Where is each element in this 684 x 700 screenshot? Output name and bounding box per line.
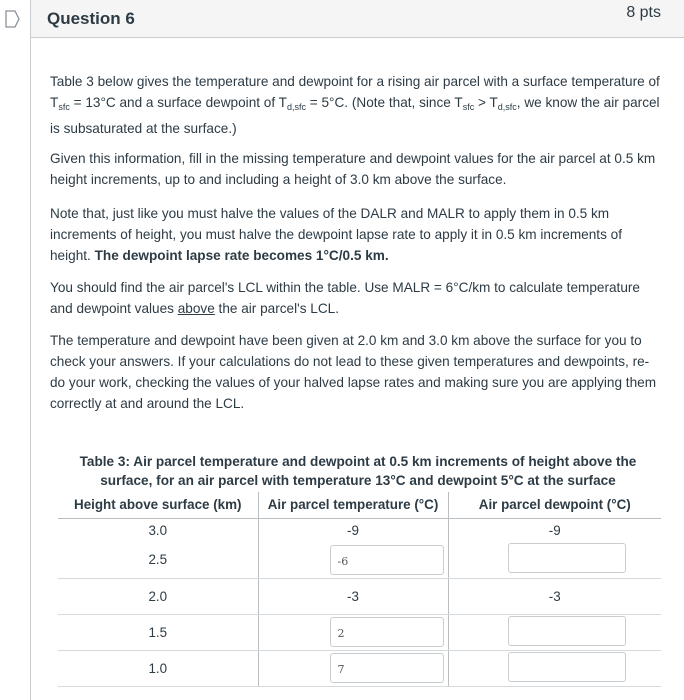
height-cell: 2.0	[58, 578, 258, 614]
dew-input-cell	[448, 650, 661, 686]
table-row	[58, 614, 661, 650]
height-cell: 3.0	[148, 522, 168, 538]
temp-input-2-5[interactable]: -6	[330, 545, 444, 575]
table-caption: Table 3: Air parcel temperature and dewpoint at 0.5 km increments of height above the surface, for an air parcel with temperature 13°C and dewpoint 5°C at the surface	[79, 454, 637, 488]
parcel-table	[58, 492, 661, 687]
table-row	[58, 518, 661, 542]
col-dew-header: Air parcel dewpoint (°C)	[448, 492, 661, 518]
height-cell: 1.5	[58, 614, 258, 650]
table-row	[58, 650, 661, 686]
question-header	[31, 0, 684, 38]
table-row	[58, 578, 661, 614]
intro-paragraph: Table 3 below gives the temperature and dewpoint for a rising air parcel with a surface temperature of $T_{sfc} = 13^\circ C$ and a surface dewpoint of $T_{d,sfc} = 5^\circ C$. (Note that, since $T_{sfc} > T_{d,sfc}$, we know the air parcel is subsaturated at the surface.)	[50, 74, 660, 136]
col-height-header: Height above surface (km)	[58, 492, 258, 518]
flag-question-icon[interactable]	[4, 10, 20, 28]
col-temp-header: Air parcel temperature (°C)	[258, 492, 448, 518]
question-points: 8 pts	[626, 4, 661, 21]
temp-cell: -9	[258, 518, 448, 542]
table-row	[58, 542, 661, 578]
dew-input-1-5[interactable]	[508, 616, 626, 646]
temp-input-cell	[258, 614, 448, 650]
lapse-rate-paragraph: Note that, just like you must halve the values of the DALR and MALR to apply them in 0.5 km increments of height, you must halve the dewpoint lapse rate to apply it in 0.5 km increments of height. The dewpoint lapse rate becomes 1°C/0.5 km.	[50, 206, 622, 263]
height-cell: 1.0	[58, 650, 258, 686]
temp-cell: -3	[258, 578, 448, 614]
temp-input-cell	[258, 650, 448, 686]
dew-cell: -9	[448, 518, 661, 542]
dew-input-1-0[interactable]	[508, 652, 626, 682]
lcl-paragraph: You should find the air parcel's LCL within the table. Use MALR = 6°C/km to calculate temperature and dewpoint values above the air parcel's LCL.	[50, 280, 640, 316]
temp-input-1-0[interactable]: 7	[330, 653, 444, 683]
dew-input-cell	[448, 614, 661, 650]
temp-input-cell	[258, 542, 448, 578]
dew-cell: -3	[448, 578, 661, 614]
instructions-paragraph: Given this information, fill in the missing temperature and dewpoint values for the air parcel at 0.5 km height increments, up to and including a height of 3.0 km above the surface.	[50, 151, 656, 187]
table-header-row	[58, 492, 661, 518]
dew-input-cell	[448, 542, 661, 578]
check-answers-paragraph: The temperature and dewpoint have been given at 2.0 km and 3.0 km above the surface for you to check your answers. If your calculations do not lead to these given temperatures and dewpoints, re-do your work, checking the values of your halved lapse rates and making sure you are applying them correctly at and around the LCL.	[50, 333, 657, 411]
temp-input-1-5[interactable]: 2	[330, 617, 444, 647]
height-cell: 2.5	[58, 542, 258, 578]
dew-input-2-5[interactable]	[508, 543, 626, 573]
question-title: Question 6	[47, 9, 135, 28]
